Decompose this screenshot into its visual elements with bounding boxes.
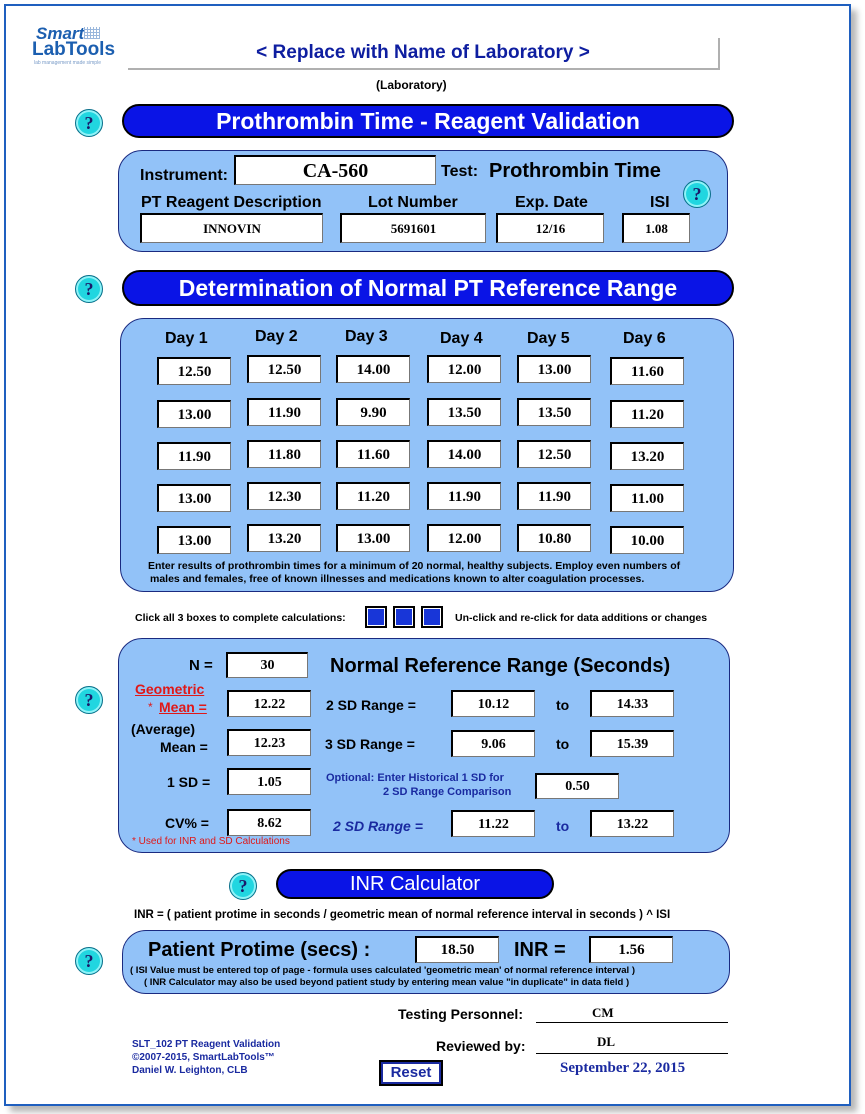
logo [28,24,128,68]
grid-cell[interactable]: 11.00 [610,484,684,512]
footer-doc-id: SLT_102 PT Reagent Validation [132,1039,281,1050]
section2-title: Determination of Normal PT Reference Range [122,270,734,306]
grid-cell[interactable]: 13.00 [517,355,591,383]
inr-field: 1.56 [589,936,673,963]
day-label: Day 4 [440,330,483,347]
grid-cell[interactable]: 13.50 [517,398,591,426]
calc-checkbox-3[interactable] [421,606,443,628]
sd2-label: 2 SD Range = [326,697,416,713]
col-exp-label: Exp. Date [515,194,588,211]
grid-cell[interactable]: 11.90 [157,442,231,470]
grid-cell[interactable]: 10.80 [517,524,591,552]
grid-cell[interactable]: 11.20 [610,400,684,428]
range-title: Normal Reference Range (Seconds) [330,655,671,677]
section2-note-2: males and females, free of known illnesses and medications known to alter coagulation processes. [150,573,645,585]
help-icon-test[interactable]: ? [683,180,711,208]
cv-field: 8.62 [227,809,311,836]
grid-cell[interactable]: 14.00 [336,355,410,383]
avg-label-1: (Average) [131,721,196,737]
reset-button[interactable]: Reset [379,1060,443,1086]
sd-field: 1.05 [227,768,311,795]
inr-title: INR Calculator [276,869,554,899]
geo-star: * [148,700,153,714]
help-icon-section1[interactable]: ? [75,109,103,137]
isi-field[interactable]: 1.08 [622,213,690,243]
testing-line[interactable] [536,1006,728,1023]
calc-checkbox-2[interactable] [393,606,415,628]
testing-label: Testing Personnel: [398,1006,523,1022]
day-label: Day 2 [255,328,298,345]
grid-cell[interactable]: 11.60 [336,440,410,468]
inr-note-1: ( ISI Value must be entered top of page - formula uses calculated 'geometric mean' of normal reference interval ) [130,965,635,976]
exp-field[interactable]: 12/16 [496,213,604,243]
day-label: Day 3 [345,328,388,345]
calc-instructions: Click all 3 boxes to complete calculations: [135,612,346,624]
reagent-field[interactable]: INNOVIN [140,213,323,243]
test-label: Test: [441,163,479,180]
optional-note-2: 2 SD Range Comparison [383,786,512,798]
lab-name-box[interactable] [128,38,720,70]
hist-to: to [556,818,570,834]
help-icon-section2[interactable]: ? [75,275,103,303]
grid-cell[interactable]: 13.00 [157,400,231,428]
instrument-field[interactable]: CA-560 [234,155,436,185]
help-icon-protime[interactable]: ? [75,947,103,975]
grid-cell[interactable]: 11.80 [247,440,321,468]
protime-field[interactable]: 18.50 [415,936,499,963]
hist-high-field: 13.22 [590,810,674,837]
testing-value: CM [592,1005,614,1020]
optional-note-1: Optional: Enter Historical 1 SD for [326,772,504,784]
calc-checkbox-1[interactable] [365,606,387,628]
day-label: Day 6 [623,330,666,347]
grid-cell[interactable]: 12.50 [157,357,231,385]
grid-cell[interactable]: 10.00 [610,526,684,554]
cv-label: CV% = [165,815,209,831]
grid-cell[interactable]: 11.90 [427,482,501,510]
grid-cell[interactable]: 9.90 [336,398,410,426]
inr-formula: INR = ( patient protime in seconds / geometric mean of normal reference interval in seconds ) ^ ISI [134,909,671,921]
grid-cell[interactable]: 14.00 [427,440,501,468]
protime-label: Patient Protime (secs) : [148,939,371,961]
day-label: Day 1 [165,330,208,347]
sd3-low-field: 9.06 [451,730,535,757]
hist-low-field: 11.22 [451,810,535,837]
test-value: Prothrombin Time [489,160,661,182]
day-label: Day 5 [527,330,570,347]
grid-cell[interactable]: 11.60 [610,357,684,385]
reviewed-line[interactable] [536,1036,728,1054]
logo-line2: LabTools [32,39,116,60]
grid-cell[interactable]: 13.00 [157,526,231,554]
logo-tagline: lab management made simple [34,60,101,66]
section2-note-1: Enter results of prothrombin times for a minimum of 20 normal, healthy subjects. Employ even numbers of [148,560,681,572]
grid-cell[interactable]: 13.00 [157,484,231,512]
sd3-label: 3 SD Range = [325,736,415,752]
section1-title: Prothrombin Time - Reagent Validation [122,104,734,138]
col-reagent-label: PT Reagent Description [141,194,322,211]
sd2-to: to [556,697,570,713]
avg-label-2: Mean = [160,739,208,755]
hist-range-label: 2 SD Range = [333,818,423,834]
hist-sd-field[interactable]: 0.50 [535,773,619,799]
grid-cell[interactable]: 12.30 [247,482,321,510]
stats-footnote: * Used for INR and SD Calculations [132,836,290,847]
grid-cell[interactable]: 11.20 [336,482,410,510]
sd2-high-field: 14.33 [590,690,674,717]
grid-cell[interactable]: 12.50 [517,440,591,468]
footer-author: Daniel W. Leighton, CLB [132,1065,248,1076]
sd-label: 1 SD = [167,774,211,790]
sd2-low-field: 10.12 [451,690,535,717]
grid-cell[interactable]: 13.20 [247,524,321,552]
sd3-to: to [556,736,570,752]
grid-cell[interactable]: 11.90 [517,482,591,510]
grid-cell[interactable]: 13.50 [427,398,501,426]
instrument-label: Instrument: [140,167,228,184]
n-label: N = [189,657,213,674]
col-isi-label: ISI [650,194,670,211]
grid-cell[interactable]: 12.00 [427,355,501,383]
grid-cell[interactable]: 11.90 [247,398,321,426]
help-icon-inr[interactable]: ? [229,872,257,900]
geo-label-2: Mean = [159,699,207,715]
logo-line1: Smart [36,24,85,43]
col-lot-label: Lot Number [368,194,458,211]
lot-field[interactable]: 5691601 [340,213,486,243]
grid-cell[interactable]: 12.50 [247,355,321,383]
reviewed-value: DL [597,1034,616,1049]
lab-name: < Replace with Name of Laboratory > [256,42,590,63]
inr-note-2: ( INR Calculator may also be used beyond patient study by entering mean value "in duplicate" in data field ) [144,977,630,988]
help-icon-stats[interactable]: ? [75,686,103,714]
geo-label-1: Geometric [135,681,205,697]
avg-mean-field: 12.23 [227,729,311,756]
logo-grid-icon [84,27,100,39]
reviewed-label: Reviewed by: [436,1038,526,1054]
footer-copyright: ©2007-2015, SmartLabTools™ [132,1052,275,1063]
grid-cell[interactable]: 13.20 [610,442,684,470]
lab-caption: (Laboratory) [376,78,447,92]
grid-cell[interactable]: 12.00 [427,524,501,552]
sd3-high-field: 15.39 [590,730,674,757]
inr-label: INR = [514,939,566,961]
footer-date: September 22, 2015 [560,1060,686,1076]
grid-cell[interactable]: 13.00 [336,524,410,552]
calc-note: Un-click and re-click for data additions or changes [455,612,708,624]
geo-mean-field: 12.22 [227,690,311,717]
n-field: 30 [226,652,308,678]
